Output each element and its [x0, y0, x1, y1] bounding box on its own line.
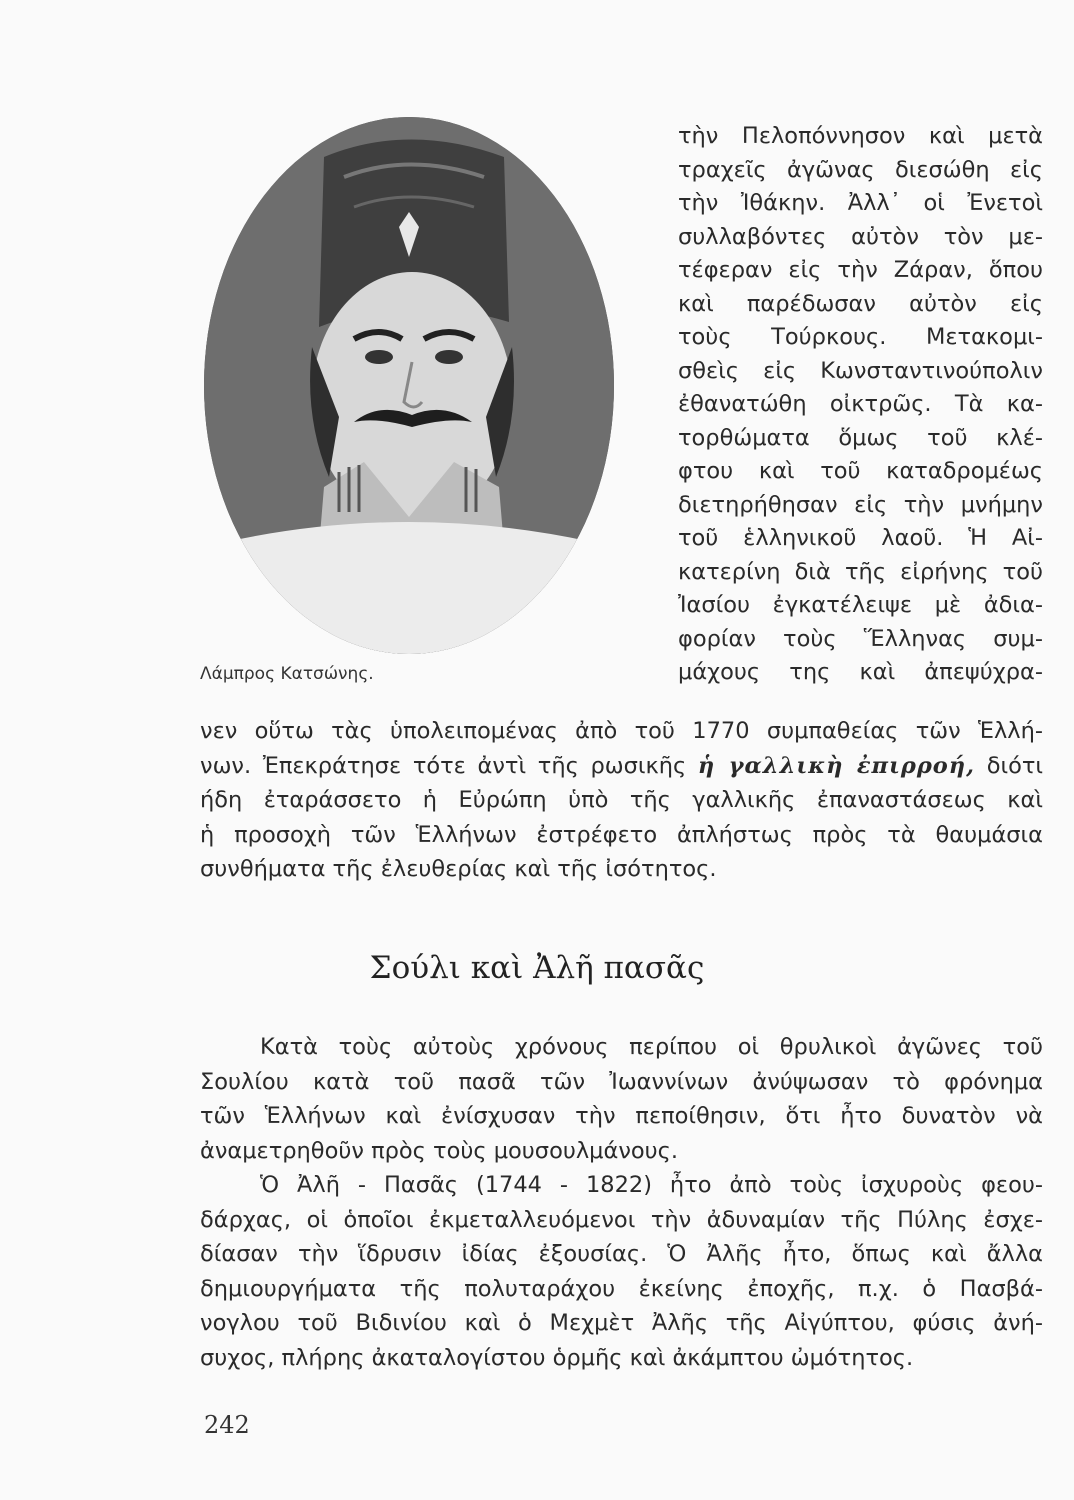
text-line: φορίαν τοὺς Ἕλληνας συμ-	[678, 625, 1043, 652]
text-line: μάχους της καὶ ἀπεψύχρα-	[678, 659, 1043, 685]
paragraph-1	[200, 1030, 1043, 1168]
text-line: Ἰασίου ἐγκατέλειψε μὲ ἀδια-	[678, 592, 1043, 618]
text-line: Κατὰ τοὺς αὐτοὺς χρόνους περίπου οἱ θρυλικοὶ ἀγῶνες τοῦ	[260, 1034, 1043, 1060]
text-line: τορθώματα ὅμως τοῦ κλέ-	[678, 424, 1043, 451]
text-line: δάρχας, οἱ ὁποῖοι ἐκμεταλλευόμενοι τὴν ἀδυναμίαν τῆς Πύλης ἐσχε-	[200, 1206, 1043, 1233]
text-line: τοῦ ἑλληνικοῦ λαοῦ. Ἡ Αἰ-	[678, 525, 1043, 551]
page-number: 242	[204, 1411, 250, 1439]
text-line: νεν οὕτω τὰς ὑπολειπομένας ἀπὸ τοῦ 1770 συμπαθείας τῶν Ἑλλή-	[200, 718, 1043, 744]
text-line: δημιουργήματα τῆς πολυταράχου ἐκείνης ἐποχῆς, π.χ. ὁ Πασβά-	[200, 1275, 1043, 1302]
text-segment: νων. Ἐπεκράτησε τότε ἀντὶ τῆς ρωσικῆς	[200, 752, 687, 779]
text-line: τὴν Ἰθάκην. Ἀλλ᾿ οἱ Ἐνετοὶ	[678, 190, 1043, 216]
text-line: φτου καὶ τοῦ καταδρομέως	[678, 458, 1043, 484]
text-line: ἀναμετρηθοῦν πρὸς τοὺς μουσουλμάνους.	[200, 1137, 679, 1164]
portrait-image	[204, 117, 614, 654]
text-line: τῶν Ἑλλήνων καὶ ἐνίσχυσαν τὴν πεποίθησιν, ὅτι ἦτο δυνατὸν νὰ	[200, 1103, 1043, 1129]
text-line: τοὺς Τούρκους. Μετακομι-	[678, 324, 1043, 350]
text-line: συλλαβόντες αὐτὸν τὸν με-	[678, 223, 1043, 250]
text-segment: διότι	[986, 752, 1044, 779]
text-line: συχος, πλήρης ἀκαταλογίστου ὁρμῆς καὶ ἀκάμπτου ὠμότητος.	[200, 1344, 914, 1371]
emphasis-text: ἡ γαλλικὴ ἐπιρροή,	[697, 752, 975, 779]
section-heading: Σούλι καὶ Ἀλῆ πασᾶς	[369, 950, 705, 986]
text-line: Ὁ Ἀλῆ - Πασᾶς (1744 - 1822) ἦτο ἀπὸ τοὺς ἰσχυροὺς φεου-	[260, 1172, 1043, 1198]
text-line: τέφεραν εἰς τὴν Ζάραν, ὅπου	[678, 257, 1043, 283]
text-line: ἡ προσοχὴ τῶν Ἑλλήνων ἐστρέφετο ἀπλήστως πρὸς τὰ θαυμάσια	[200, 821, 1043, 848]
right-column-text	[678, 120, 1043, 690]
text-line: καὶ παρέδωσαν αὐτὸν εἰς	[678, 290, 1043, 317]
text-line: τὴν Πελοπόννησον καὶ μετὰ	[678, 123, 1043, 149]
text-line: ἐθανατώθη οἰκτρῶς. Τὰ κα-	[678, 391, 1043, 417]
text-line: συνθήματα τῆς ἐλευθερίας καὶ τῆς ἰσότητος.	[200, 856, 717, 882]
text-line: δίασαν τὴν ἵδρυσιν ἰδίας ἐξουσίας. Ὁ Ἀλῆς ἦτο, ὅπως καὶ ἄλλα	[200, 1241, 1043, 1267]
figure-caption: Λάμπρος Κατσώνης.	[200, 664, 374, 684]
portrait-drawing	[204, 117, 614, 654]
mixed-text-line	[200, 749, 1043, 784]
continuation-text	[200, 714, 1043, 887]
text-line: ήδη ἐταράσσετο ἡ Εὐρώπη ὑπὸ τῆς γαλλικῆς ἐπαναστάσεως καὶ	[200, 787, 1043, 813]
text-line: νογλου τοῦ Βιδινίου καὶ ὁ Μεχμὲτ Ἀλῆς τῆς Αἰγύπτου, φύσις ἀνή-	[200, 1310, 1043, 1336]
text-line: σθεὶς εἰς Κωνσταντινούπολιν	[678, 357, 1043, 384]
text-line: Σουλίου κατὰ τοῦ πασᾶ τῶν Ἰωαννίνων ἀνύψωσαν τὸ φρόνημα	[200, 1068, 1043, 1095]
paragraph-2	[200, 1168, 1043, 1375]
text-line: κατερίνη διὰ τῆς εἰρήνης τοῦ	[678, 558, 1043, 585]
text-line: διετηρήθησαν εἰς τὴν μνήμην	[678, 491, 1043, 518]
text-line: τραχεῖς ἀγῶνας διεσώθη εἰς	[678, 156, 1043, 183]
